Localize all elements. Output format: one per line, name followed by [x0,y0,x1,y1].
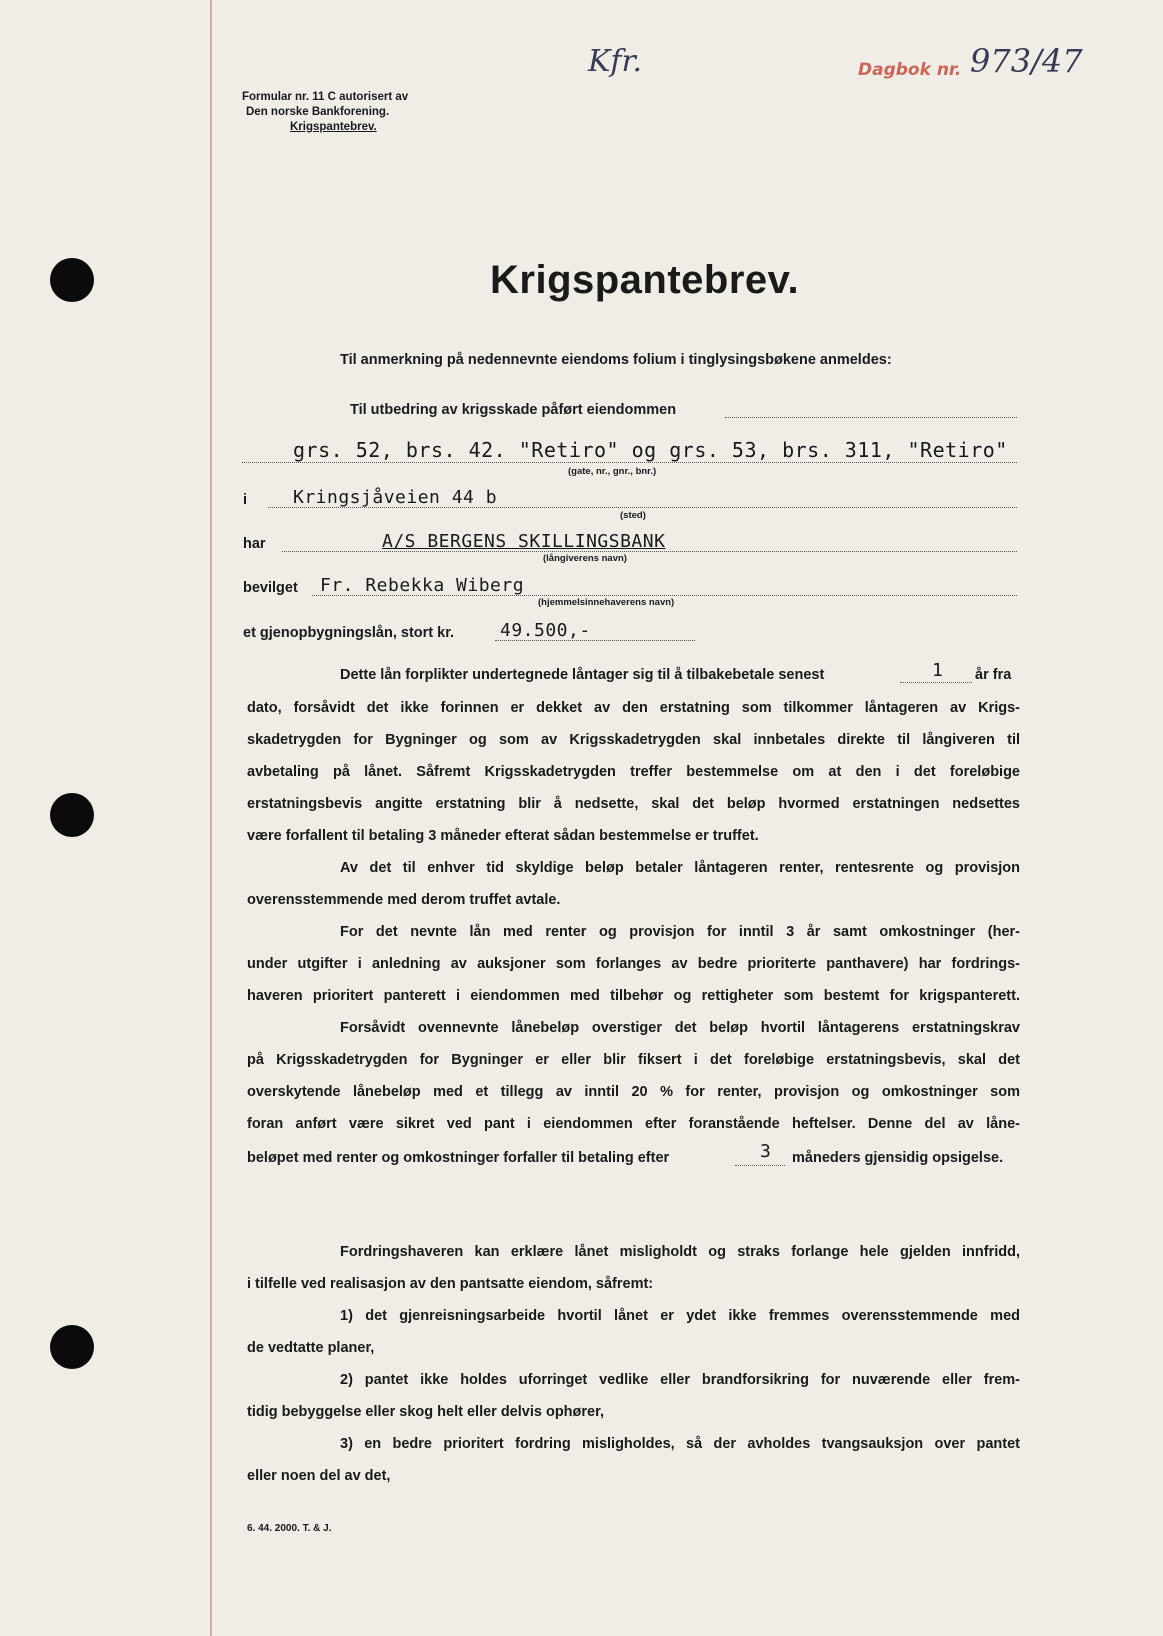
place-caption: (sted) [620,510,646,521]
paragraph-3 [247,916,1020,1012]
journal-number: 973/47 [970,42,1083,80]
dotted-line [900,682,972,683]
punch-hole [50,793,94,837]
print-footer: 6. 44. 2000. T. & J. [247,1523,332,1534]
place-value: Kringsjåveien 44 b [293,487,498,508]
lender-label: har [243,536,266,552]
text-line: haveren prioritert panterett i eiendommen med tilbehør og rettigheter som bestemt for krigspanterett. [247,988,1020,1004]
p4-line-end: måneders gjensidig opsigelse. [792,1150,1004,1166]
form-line-2: Den norske Bankforening. [246,106,390,118]
handwritten-initials: Kfr. [588,44,643,79]
paragraph-1 [247,692,1020,852]
dotted-line [725,417,1017,418]
paragraph-4 [247,1012,1020,1140]
paragraph-5 [247,1236,1020,1300]
list-item: 1) det gjenreisningsarbeide hvortil lånet er ydet ikke fremmes overensstemmende med [340,1308,1020,1324]
text-line: overskytende lånebeløp med et tillegg av inntil 20 % for renter, provisjon og omkostninger som [247,1084,1020,1100]
punch-hole [50,1325,94,1369]
granted-caption: (hjemmelsinnehaverens navn) [538,597,675,608]
repay-years: 1 [932,660,944,681]
property-value: grs. 52, brs. 42. "Retiro" og grs. 53, brs. 311, "Retiro" [293,438,1008,462]
list-item: 2) pantet ikke holdes uforringet vedlike eller brandforsikring for nuværende eller frem- [340,1372,1020,1388]
text-line: i tilfelle ved realisasjon av den pantsatte eiendom, såfremt: [247,1276,654,1292]
conditions-list [247,1300,1020,1492]
list-item: 3) en bedre prioritert fordring misligholdes, så der avholdes tvangsauksjon over pantet [340,1436,1020,1452]
intro-text: Til anmerkning på nedennevnte eiendoms folium i tinglysingsbøkene anmeldes: [340,352,892,368]
list-item: de vedtatte planer, [247,1340,375,1356]
text-line: Forsåvidt ovennevnte lånebeløp overstiger det beløp hvortil låntagerens erstatningskrav [340,1020,1020,1036]
text-line: Fordringshaveren kan erklære lånet misligholdt og straks forlange hele gjelden innfridd, [340,1244,1020,1260]
text-line: erstatningsbevis angitte erstatning blir å nedsette, skal det beløp hvormed erstatningen nedsettes [247,796,1020,812]
punch-hole [50,258,94,302]
notice-months: 3 [760,1141,772,1162]
lender-value: A/S BERGENS SKILLINGSBANK [382,531,666,552]
text-line: overensstemmende med derom truffet avtale. [247,892,561,908]
paragraph-2 [247,852,1020,916]
p4-line-start: beløpet med renter og omkostninger forfaller til betaling efter [247,1150,670,1166]
granted-label: bevilget [243,580,298,596]
form-info [242,90,408,135]
loan-value: 49.500,- [500,620,591,641]
form-line-1: Formular nr. 11 C autorisert av [242,91,409,103]
p1-line-end: år fra [975,667,1012,683]
text-line: foran anført være sikret ved pant i eiendommen efter foranstående heftelser. Denne del av låne- [247,1116,1020,1132]
dotted-line [735,1165,785,1166]
text-line: under utgifter i anledning av auksjoner som forlanges av bedre prioriterte panthavere) har fordrings- [247,956,1020,972]
text-line: være forfallent til betaling 3 måneder efterat sådan bestemmelse er truffet. [247,828,759,844]
margin-line [210,0,212,1636]
text-line: dato, forsåvidt det ikke forinnen er dekket av den erstatning som tilkommer låntageren av Krigs- [247,700,1020,716]
journal-stamp: Dagbok nr. [858,60,962,80]
page-title: Krigspantebrev. [490,258,800,302]
text-line: Av det til enhver tid skyldige beløp betaler låntageren renter, rentesrente og provisjon [340,860,1020,876]
repair-label: Til utbedring av krigsskade påført eiendommen [350,402,677,418]
dotted-line [242,462,1017,463]
list-item: eller noen del av det, [247,1468,391,1484]
text-line: skadetrygden for Bygninger og som av Krigsskadetrygden skal innbetales direkte til långiveren til [247,732,1020,748]
loan-label: et gjenopbygningslån, stort kr. [243,625,455,641]
p1-line-start: Dette lån forplikter undertegnede låntager sig til å tilbakebetale senest [340,667,825,683]
form-line-3: Krigspantebrev. [290,121,377,133]
place-label: i [243,492,248,508]
property-caption: (gate, nr., gnr., bnr.) [568,466,657,477]
granted-value: Fr. Rebekka Wiberg [320,575,525,596]
text-line: For det nevnte lån med renter og provisjon for inntil 3 år samt omkostninger (her- [340,924,1020,940]
text-line: avbetaling på lånet. Såfremt Krigsskadetrygden treffer bestemmelse om at den i det foreløbige [247,764,1020,780]
text-line: på Krigsskadetrygden for Bygninger er eller blir fiksert i det foreløbige erstatningsbevis, skal det [247,1052,1020,1068]
lender-caption: (långiverens navn) [543,553,627,564]
list-item: tidig bebyggelse eller skog helt eller delvis ophører, [247,1404,604,1420]
